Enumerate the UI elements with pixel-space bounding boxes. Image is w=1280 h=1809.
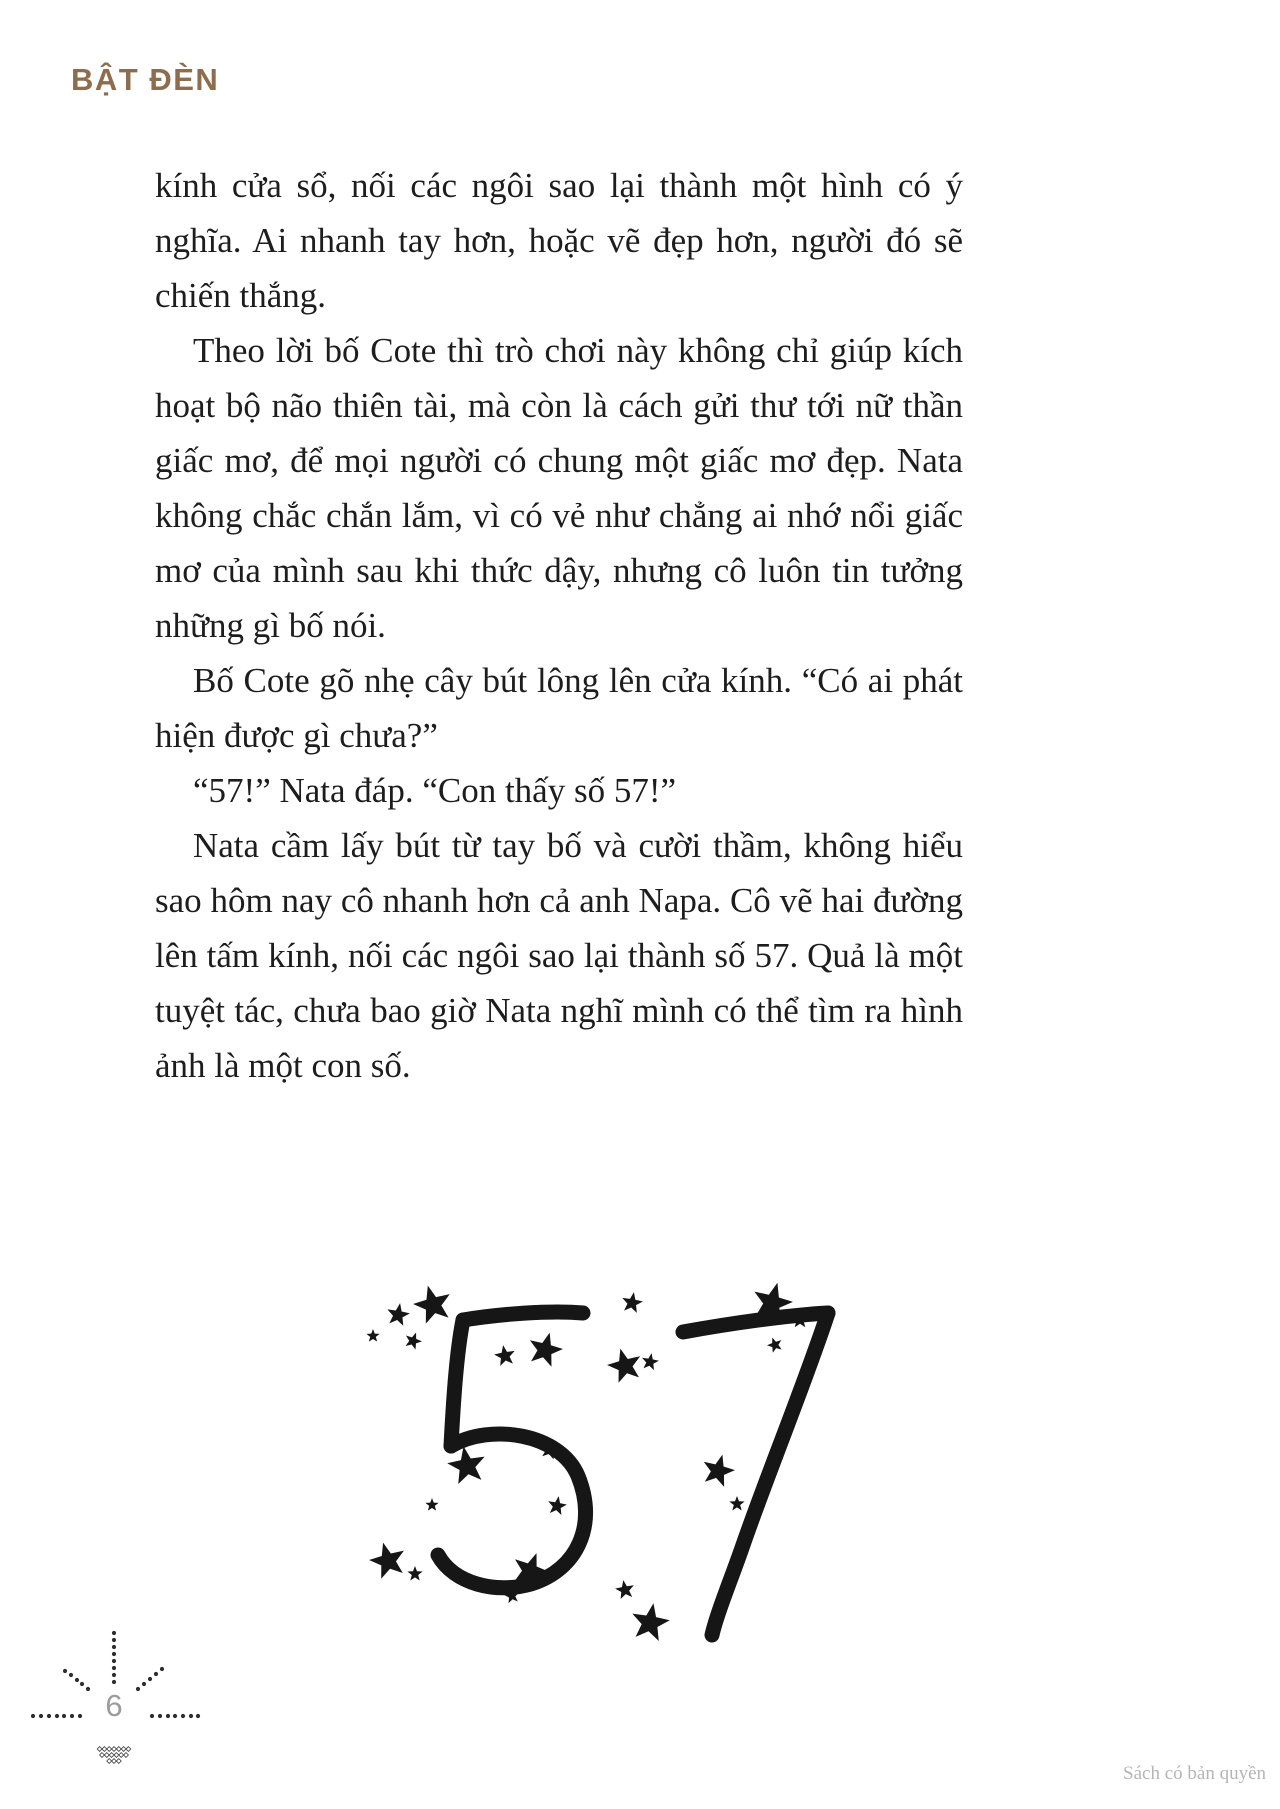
paragraph: Bố Cote gõ nhẹ cây bút lông lên cửa kính. “Có ai phát hiện được gì chưa?” (155, 661, 963, 755)
body-text (155, 158, 963, 1093)
paragraph: Nata cầm lấy bút từ tay bố và cười thầm, không hiểu sao hôm nay cô nhanh hơn cả anh Napa. Cô vẽ hai đường lên tấm kính, nối các ngôi sao lại thành số 57. Quả là một tuyệt tác, chưa bao giờ Nata nghĩ mình có thể tìm ra hình ảnh là một con số. (155, 826, 963, 1085)
stars-decoration (366, 1283, 809, 1642)
digit-7-drawing (683, 1313, 828, 1635)
diamond-cluster (97, 1747, 131, 1764)
page-header-title: BẬT ĐÈN (71, 62, 220, 97)
illustration-57-stars (340, 1283, 840, 1658)
paragraph: kính cửa sổ, nối các ngôi sao lại thành một hình có ý nghĩa. Ai nhanh tay hơn, hoặc vẽ đẹp hơn, người đó sẽ chiến thắng. (155, 166, 963, 315)
copyright-notice: Sách có bản quyền (1123, 1763, 1266, 1784)
paragraph: Theo lời bố Cote thì trò chơi này không chỉ giúp kích hoạt bộ não thiên tài, mà còn là cách gửi thư tới nữ thần giấc mơ, để mọi người có chung một giấc mơ đẹp. Nata không chắc chắn lắm, vì có vẻ như chẳng ai nhớ nổi giấc mơ của mình sau khi thức dậy, nhưng cô luôn tin tưởng những gì bố nói. (155, 331, 963, 645)
page-number: 6 (105, 1688, 123, 1723)
paragraph: “57!” Nata đáp. “Con thấy số 57!” (193, 771, 677, 810)
